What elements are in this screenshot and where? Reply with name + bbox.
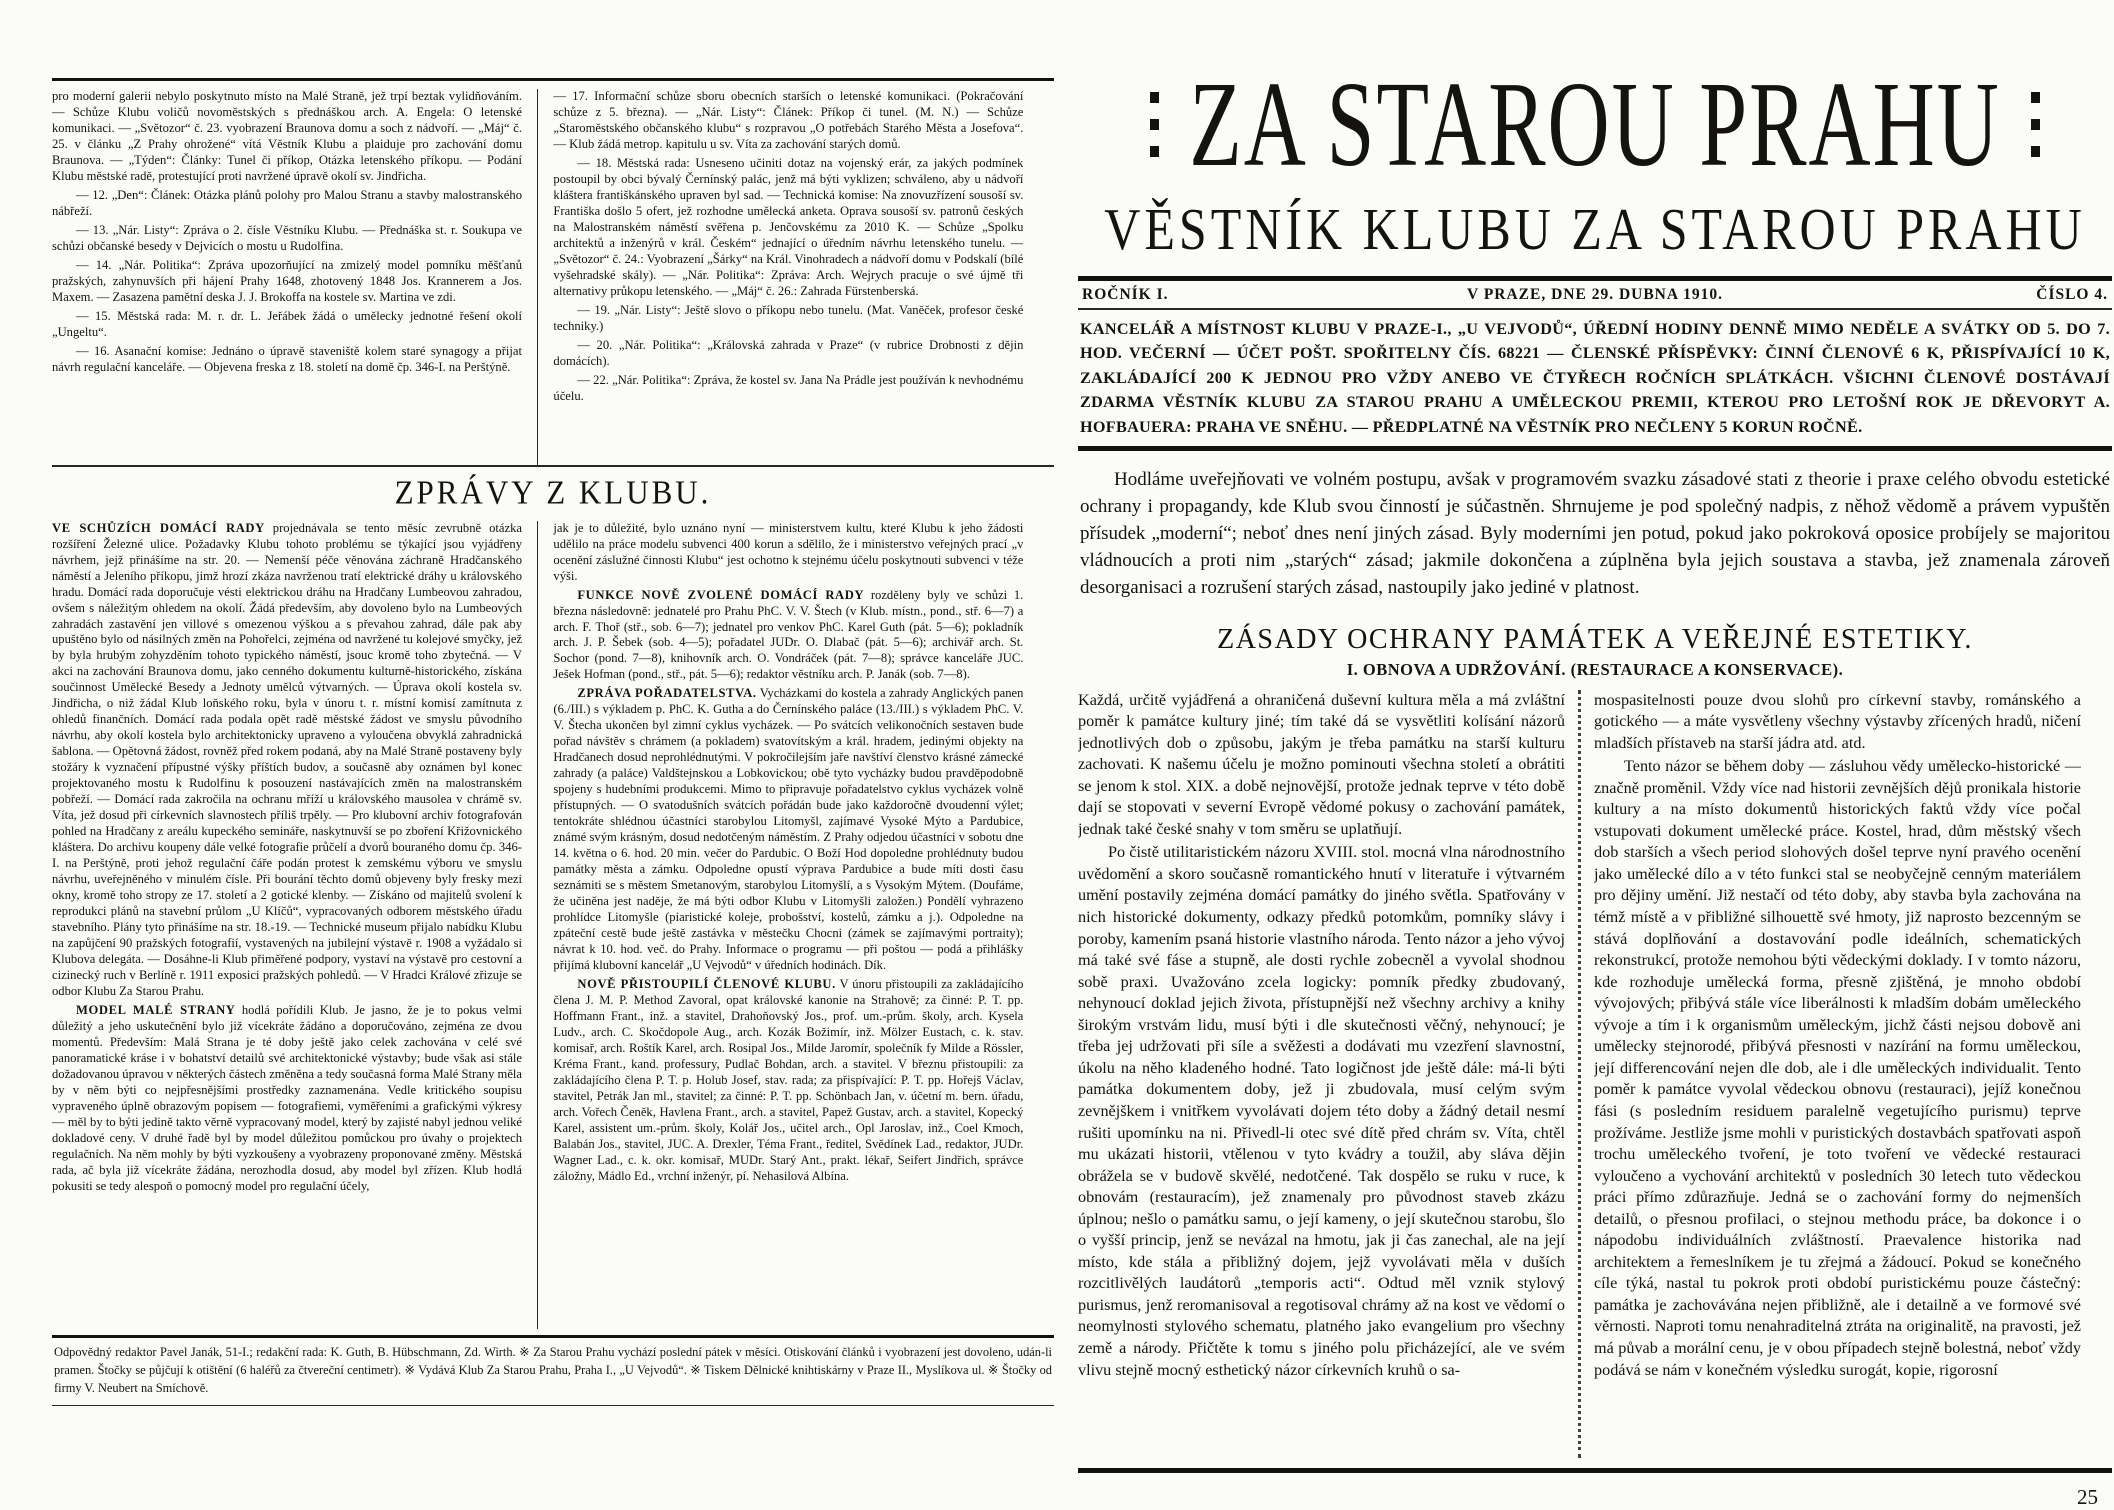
right-page [1078, 55, 2112, 1510]
paragraph-lead: MODEL MALÉ STRANY [76, 1003, 236, 1018]
paragraph-lead: NOVĚ PŘISTOUPILÍ ČLENOVÉ KLUBU. [577, 977, 836, 992]
article-column-1 [1078, 690, 1565, 1458]
paragraph [52, 258, 522, 306]
left-top-column-2 [553, 89, 1023, 465]
section-heading: ZPRÁVY Z KLUBU. [394, 473, 712, 511]
paragraph [553, 686, 1023, 974]
paragraph-text: Každá, určitě vyjádřená a ohraničená duševní kultura měla a má zvláštní poměr k památce kultury jiné; tím také dá se vysvětliti kolísání názorů jednotlivých dob o způsobu, jakým je třeba památku na starší kulturu zachovati. K našemu účelu je možno pominouti všechna století a obrátiti se jenom k stol. XIX. a době nejnovější, protože jednak teprve v této době dají se stopovati v severní Evropě vědomé pokusy o zachování památek, jednak také české snahy v tom směru se uplatňují. [1078, 690, 1565, 838]
paragraph [553, 303, 1023, 335]
paragraph [52, 521, 522, 1001]
paragraph [553, 977, 1023, 1185]
paragraph-text: Tento názor se během doby — zásluhou vědy umělecko-historické — značně proměnil. Vždy více nad historii zevnějších dějů pronikala historie kultury a na místo dokumentů historických faktů vždy více počal vstupovati dokument umělecké práce. Kostel, hrad, dům městský všech dob starších a všech period slohových došel teprve nyní pravého ocenění jako umělecké dílo a v této funkci stal se neobyčejně cenným materiálem pro dějiny umění. Již nestačí od této doby, aby stavba byla zachována na témž místě a v přibližné silhouettě své hmoty, již naprosto bezcenným se stává doplňování a dostavování podle ideálních, schematických rekonstrukcí, protože nemohou býti vědeckými doklady. I v tomto názoru, kde rozhoduje umělecká forma, přesně zjištěná, je mnoho období vývojových; přibývá stále více liberálnosti k mladším dobám uměleckého vývoje a tím i k organismům uměleckým, jichž části nejsou dobově ani umělecky stejnorodé, přibývá přesnosti v nazírání na formu uměleckou, její differencování nejen dle dob, ale i dle uměleckých individualit. Tento poměr k památce vyvolal vědeckou obnovu (restauraci), jejíž konečnou fási (s posledním residuem paralelně vegetujícího purismu) teprve prožíváme. Jestliže jsme mohli v puristických dostavbách spatřovati aspoň trochu uměleckého tvoření, je toto tvoření ve vědecké restauraci vyloučeno a vychování architektů v posledních 30 letech tuto vědeckou práci přímo zdůrazňuje. Jedná se o zachování formy do nejmenších detailů, o přesnou profilaci, o stejnou methodu práce, ba dokonce i o nápodobu individuálních zvláštností. Praevalence historika nad architektem a řemeslníkem je tu zřejmá a žádoucí. Pokud se konečného cíle týká, nastal tu pokrok proti období puristickému pouze částečný: památka je zachovávána nejen přibližně, ale i detailně a ve formové své věrnosti. Naproti tomu nenahraditelná ztráta na originalitě, na pravosti, jež má půvab a morální cenu, je v obou případech stejně bolestná, neboť vždy podává se nám v konečném výsledku surogát, kopie, rigorosní [1594, 757, 2081, 1379]
paragraph [553, 521, 1023, 585]
dotted-column-divider [1578, 690, 1581, 1458]
club-notice: KANCELÁŘ A MÍSTNOST KLUBU V PRAZE-I., „U VEJVODŮ“, ÚŘEDNÍ HODINY DENNĚ MIMO NEDĚLE A SVÁTKY OD 5. DO 7. HOD. VEČERNÍ — ÚČET POŠT. SPOŘITELNY ČÍS. 68221 — ČLENSKÉ PŘÍSPĚVKY: ČINNÍ ČLENOVÉ 6 K, PŘISPÍVAJÍCÍ 10 K, ZAKLÁDAJÍCÍ 200 K JEDNOU PRO VŽDY ANEBO VE ČTYŘECH ROČNÍCH SPLÁTKÁCH. VŠICHNI ČLENOVÉ DOSTÁVAJÍ ZDARMA VĚSTNÍK KLUBU ZA STAROU PRAHU A UMĚLECKOU PREMII, KTEROU PRO LETOŠNÍ ROK JE DŘEVORYT A. HOFBAUERA: PRAHA VE SNĚHU. — PŘEDPLATNÉ NA VĚSTNÍK PRO NEČLENY 5 KORUN ROČNĚ. [1080, 319, 2110, 437]
paragraph [553, 156, 1023, 300]
page-number: 25 [2077, 1484, 2098, 1509]
editorial-intro: Hodláme uveřejňovati ve volném postupu, avšak v programovém svazku zásadové stati z theorie i praxe celého obvodu estetické ochrany i propagandy, kde Klub svou činností je súčastněn. Shrnujeme je pod společný nadpis, z něhož vědomě a právem vypuštěn přísudek „moderní“; neboť dnes není jiných zásad. Byly moderními jen potud, pokud jako pokroková oposice probíjely se majoritou vládnoucích a proti nim „starých“ zásad; jakmile dokončena a zúplněna byla jejich soustava a stavba, jež znamenala zároveň desorganisaci a rozrušení starých zásad, nastoupily jako jediné v platnost. [1080, 468, 2110, 598]
club-news-column-2 [553, 521, 1023, 1329]
paragraph-lead: FUNKCE NOVĚ ZVOLENÉ DOMÁCÍ RADY [577, 587, 865, 602]
paragraph-text: hodlá pořídili Klub. Je jasno, že je to pokus velmi důležitý a jeho uskutečnění bylo již vícekráte žádáno a doporučováno, zejména ze dvou momentů. Především: Malá Strana je té doby ještě jako celek zachována v celé své panoramatické kráse i v bohatství detailů své architektonické výstavby; bude však asi stále dožadovanou úpravou v některých částech změněna a tedy současná forma Malé Strany měla by v něm býti co nejpřesnějšími prostředky zaznamenána. Vedle kritického soupisu vypraveného úplně obrazovým popisem — fotografiemi, vyměřeními a grafickými výkresy — měl by to býti jedině takto věrně vypracovaný model, který by zajisté nabyl jednou veliké dokladové ceny. V druhé řadě byl by model důležitou pomůckou pro úvahy o projektech regulačních. Na něm mohly by býti vyzkoušeny a vyobrazeny proponované změny. Městská rada, ač byla již vícekráte žádána, nerozhodla dosud, aby model byl zřízen. Klub hodlá pokusiti se tedy alespoň o pomocný model pro regulační účely, [52, 1003, 522, 1193]
paragraph [52, 188, 522, 220]
issue-number: ČÍSLO 4. [2036, 286, 2108, 303]
paragraph-text: — 18. Městská rada: Usneseno učiniti dotaz na vojenský erár, za jakých podmínek postoupil by obci bývalý Černínský palác, jenž má býti vyklizen; schváleno, aby u nádvoří kláštera františkánského upraven byl sad. — Technická komise: Na znovuzřízení sousoší sv. Františka došlo 5 ofert, jež rozhodne umělecká anketa. Oprava sousoší sv. patronů českých na Malostranském náměstí svěřena p. Jenčovskému za 2010 K. — Schůze „Spolku architektů a inženýrů v král. Českém“ jednající o úředním návrhu letenského tunelu. — „Světozor“ č. 24.: Vyobrazení „Šárky“ na Král. Vinohradech a nádvoří domu v Podskalí (bílé vyšehradské skály). — „Nár. Politika“: Zpráva: Arch. Wejrych pracuje o své újmě tři alternativy průkopu letenského. — „Máj“ č. 26.: Zahrada Fürstenberská. [553, 155, 1024, 298]
column-divider [537, 89, 538, 465]
article-columns [1078, 690, 2112, 1458]
issue-date: V PRAZE, DNE 29. DUBNA 1910. [1467, 286, 1723, 303]
paragraph [1594, 690, 2081, 755]
masthead [1078, 55, 2112, 263]
issue-line [1078, 281, 2112, 308]
footer-bottom-rule [52, 1405, 1054, 1407]
article-title: ZÁSADY OCHRANY PAMÁTEK A VEŘEJNÉ ESTETIKY. [1217, 623, 1973, 655]
article-column-2 [1594, 690, 2081, 1458]
paragraph [52, 1003, 522, 1195]
club-news-column-1 [52, 521, 522, 1329]
masthead-left-dots-icon [1150, 92, 1159, 157]
left-page-top-rule [52, 78, 1054, 81]
paragraph [553, 588, 1023, 684]
paragraph-text: jak je to důležité, bylo uznáno nyní — ministerstvem kultu, které Klubu k jeho žádosti udělilo na práce modelu subvenci 400 korun a sdělilo, že i ministerstvo veřejných prací „v ocenění záslužné činnosti Klubu“ jest ochotno k stejnému účelu poskytnouti subvenci v téže výši. [553, 520, 1024, 583]
paragraph [1078, 690, 1565, 841]
paragraph-text: — 15. Městská rada: M. r. dr. L. Jeřábek žádá o umělecky jednotné řešení okolí „Ungeltu“. [52, 308, 522, 339]
paragraph [553, 373, 1023, 405]
paragraph-text: mospasitelnosti pouze dvou slohů pro církevní stavby, románského a gotického — a máte vysvětleny všechny výstavby zřícených hradů, ničení mladších přístaveb na starší jádra atd. atd. [1594, 690, 2081, 752]
column-divider [537, 521, 538, 1329]
paragraph-text: projednávala se tento měsíc zevrubně otázka rozšíření Železné ulice. Požadavky Klubu tohoto problému se týkající jsou vyjádřeny návrhem, jejž přinášíme na str. 20. — Nemenší péče věnována záchraně Hradčanského náměstí a Jeleního příkopu, jimž hrozí zkáza navrženou tratí elektrické dráhy u královského hradu. Domácí rada doporučuje vésti elektrickou dráhu na Hradčany Lumbeovou zahradou, ovšem s náležitým ohledem na okolí. Žádá především, aby dovoleno bylo na Lumbeových zahradách zastavění jen villové s omezenou výškou a s převahou zahrad, dále pak aby upuštěno bylo od násilných změn na Pohořelci, zejména od navržené tu kolejové smyčky, jež by byla hrubým zohyzděním tohoto typického náměstí, jsouc kromě toho zbytečná. — V akci na zachování Braunova domu, jako cenného dokumentu kulturně-historického, získána součinnost Umělecké Besedy a Jednoty umělců výtvarných. — Úprava okolí kostela sv. Jindřicha, o niž žádal Klub loňského roku, byla v únoru t. r. místní komisí zamítnuta z ohledů finančních. Domácí rada podala opět radě městské žádost ve smyslu původního návrhu, aby okolí kostela bylo architektonicky upraveno a vyloučena obvyklá zahradnická šablona. — Opětovná žádost, rovněž před rokem podaná, aby na Malé Straně postaveny byly stožáry k vyznačení přípustné výšky příštích budov, a současně aby oznámen byl konec projektovaného mostu k Rudolfinu k posouzení nastávajících změn na malostranském pobřeží. — Domácí rada zakročila na ochranu mříží u královského mausolea v chrámě sv. Víta, jež dosud při církevních slavnostech příliš trpěly. — Pro klubovní archiv fotografován pohled na Hradčany z areálu kupeckého semináře, naskytnuvší se po zboření Křižovnického kláštera. Do archivu koupeny dále velké fotografie průčelí a dvorů bouraného domu čp. 346-I. na Perštýně, proti jehož regulační čáře podán protest k zemskému výboru ve smyslu návrhu, uveřejněného v minulém čísle. Při bourání těchto domů objeveny byly fresky mezi okny, kromě toho stropy ze 17. století a 2 gotické klenby. — Získáno od majitelů svolení k reprodukci plánů na stavební průlom „U Klíčů“, vypracovaných odborem městského úřadu stavebního. Plány tyto přinášíme na str. 18.-19. — Technické museum přijalo nabídku Klubu na zapůjčení 90 pražských fotografií, vystavených na jubilejní výstavě r. 1908 a vyžádalo si Klubova delegáta. — Dosáhne-li Klub přiměřené podpory, vystaví na výstavě pro cestovní a cizinecký ruch v Berlíně r. 1911 exposici pražských pohledů. — V Hradci Králové zřizuje se odbor Klubu Za Starou Prahu. [52, 520, 522, 999]
left-top-column-1 [52, 89, 522, 465]
paragraph-text: rozděleny byly ve schůzi 1. března následovně: jednatelé pro Prahu PhC. V. V. Štech (v Klub. místn., pond., stř. 6—7) a arch. F. Thoř (stř., sob. 6—7); jednatel pro venkov PhC. Karel Guth (pát. 5—6); pokladník arch. J. P. Šebek (sob. 4—5); pořadatel JUDr. O. Dlabač (pát. 5—6); archivář arch. St. Sochor (pond. 7—8), knihovník arch. O. Vondráček (pát. 7—8); správce kanceláře JUC. Ješek Hofman (pond., stř., pát. 5—6); redaktor věstníku arch. P. Janák (sob. 7—8). [553, 587, 1024, 682]
journal-title: ZA STAROU PRAHU [1189, 55, 2001, 193]
paragraph-text: pro moderní galerii nebylo poskytnuto místo na Malé Straně, jež trpí beztak vylidňováním. — Schůze Klubu voličů novoměstských s přednáškou arch. A. Engela: O letenské komunikaci. — „Světozor“ č. 23. vyobrazení Braunova domu a soch z nádvoří. — „Máj“ č. 25. v článku „Z Prahy ohrožené“ vítá Věstník Klubu a plaiduje pro zachování domu Braunova. — „Týden“: Články: Tunel či příkop, Otázka letenského příkopu. — Podání Klubu městské radě, protestující proti navržené úpravě okolí sv. Jindřicha. [52, 89, 522, 183]
masthead-right-dots-icon [2031, 92, 2040, 157]
paragraph-text: — 14. „Nár. Politika“: Zpráva upozorňující na zmizelý model pomníku měšťanů pražských, zahynuvších při hájení Prahy 1648, zhotovený 1848 Jos. Krannerem a Jos. Maxem. — Zasazena pamětní deska J. J. Brokoffa na kostele sv. Martina ve zdi. [52, 257, 522, 304]
paragraph-text: — 16. Asanační komise: Jednáno o úpravě staveniště kolem staré synagogy a přijat návrh regulační kanceláře. — Objevena freska z 18. století na domě čp. 346-I. na Perštýně. [52, 343, 522, 374]
paragraph-text: — 13. „Nár. Listy“: Zpráva o 2. čísle Věstníku Klubu. — Přednáška st. r. Soukupa ve schůzi občanské besedy v Dejvicích o mostu u Rudolfina. [52, 222, 522, 253]
journal-subtitle: VĚSTNÍK KLUBU ZA STAROU PRAHU [1104, 195, 2086, 263]
paragraph-text: — 17. Informační schůze sboru obecních starších o letenské komunikaci. (Pokračování schůze z 5. března). — „Nár. Listy“: Článek: Příkop či tunel. (M. N.) — Schůze „Staroměstského občanského klubu“ s rozpravou „O potřebách Starého Města a Josefova“. — Klub žádá metrop. kapitulu u sv. Víta za zachování starých domů. [553, 89, 1024, 151]
club-news-section [52, 521, 1054, 1329]
paragraph-text: V únoru přistoupili za zakládajícího člena J. M. P. Method Zavoral, opat královské kanonie na Strahově; za činné: P. T. pp. Hoffmann Frant., inž. a stavitel, Drahoňovský Jos., prof. um.-prům. školy, arch. Kysela Ludv., arch. C. Skočdopole Aug., arch. Kozák Božimír, inž. Mölzer Eustach, c. k. stav. komisař, arch. Roštík Karel, arch. Rosipal Jos., Milde Jaromír, společník fy Milde a Rössler, Kréma Frant., kand. professury, Pudlač Bohdan, arch. a stavitel. V březnu přistoupili: za zakládajícího člena P. T. p. Holub Josef, stav. rada; za přispívající: P. T. pp. Hořejš Václav, stavitel, Petrák Jan ml., stavitel; za činné: P. T. pp. Schönbach Jan, v. účetní m. bern. úřadu, arch. Vořech Čeněk, Havlena Frant., arch. a stavitel, Papež Gustav, arch. a stavitel, Kopecký Karel, assistent um.-prům. školy, Kolář Jos., učitel arch., Opl Jaroslav, inž., Coel Kmoch, Balabán Jos., stavitel, JUC. A. Drexler, Téma Frant., ředitel, Svědínek Lad., redaktor, JUDr. Wagner Lad., c. k. okr. komisař, MUDr. Starý Ant., prakt. lékař, Seifert Jindřich, správce záložny, Mádlo Ed., vrchní inženýr, pí. Nehasilová Albína. [553, 977, 1024, 1183]
paragraph [52, 223, 522, 255]
volume-label: ROČNÍK I. [1082, 286, 1169, 303]
paragraph [1078, 842, 1565, 1381]
paragraph [553, 338, 1023, 370]
paragraph [52, 344, 522, 376]
paragraph-text: — 20. „Nár. Politika“: „Královská zahrada v Praze“ (v rubrice Drobnosti z dějin domácích). [553, 337, 1024, 368]
paragraph-text: Po čistě utilitaristickém názoru XVIII. stol. mocná vlna národnostního uvědomění a skoro současně romantického hnutí v literatuře i výtvarném umění postavily zejména domácí památky do jiného světla. Spatřovány v nich historické dokumenty, odkazy předků potomkům, pomníky slávy i poroby, kamením psaná historie vlastního národa. Tento názor a jeho vývoj má také své fáse a stupně, ale dosti rychle zobecněl a vyvolal shodnou sobě praxi. Uvažováno zcela logicky: pomník předky zbudovaný, nehynoucí doklad jejich života, přístupnější než všechny archivy a knihy širokým vrstvám lidu, musí býti i dle skutečnosti věčný, nehynoucí; je třeba jej udržovati při síle a svěžesti a dodávati mu vzezření slavnostní, úkolu na něho kladeného hodné. Tato logičnost jde ještě dále: má-li býti památka dokumentem doby, jež ji zbudovala, musí celým svým zevnějškem i vnitřkem vyvolávati dojem této doby a žádný detail nesmí rušiti upomínku na ni. Přivedl-li otec své dítě před chrám sv. Víta, chtěl mu ukázati historii, vtělenou v tyto kvádry a toužil, aby sláva dějin obrážela se v budově skvělé, nedotčené. Tak dospělo se ruku v ruce, k obnovám (restauracím), jež znamenaly pro původnost staveb zkázu úplnou; nešlo o památku samu, o její kameny, o její skutečnou starobu, šlo o vyšší princip, jenž se nevázal na hmotu, jak ji čas zanechal, ale na její místo, kde stála a přibližný dojem, jejž vyvolávati měla v duších rozcitlivělých laudátorů „temporis acti“. Odtud měl vznik stylový purismus, jenž reromanisoval a regotisoval chrámy až na kost ve vědomí o neomylnosti stylového schematu, platného jako evangelium pro všechny země a národy. Přičtěte k tomu s jiného polu přicházející, ale ve svém vlivu stejně mocný esthetický názor církevních kruhů o sa- [1078, 843, 1565, 1379]
paragraph [52, 89, 522, 185]
paragraph-lead: VE SCHŮZÍCH DOMÁCÍ RADY [52, 520, 265, 535]
paragraph-text: — 19. „Nár. Listy“: Ještě slovo o příkopu nebo tunelu. (Mat. Vaněček, profesor české techniky.) [553, 302, 1024, 333]
paragraph [52, 309, 522, 341]
left-top-section [52, 89, 1054, 465]
article-subtitle: I. OBNOVA A UDRŽOVÁNÍ. (RESTAURACE A KONSERVACE). [1346, 659, 1844, 679]
paragraph-text: Vycházkami do kostela a zahrady Anglických panen (6./III.) s výkladem p. PhC. K. Gutha a do Černínského paláce (13./III.) s výkladem PhC. V. V. Štecha ukončen byl zimní cyklus vycházek. — Po svátcích velikonočních sestaven bude pořad návštěv s chrámem (a pokladem) svatovítským a král. hradem, jedinými objekty na Hradčanech dosud neprohlédnutými. V pokročilejším jaře navštíví členstvo krásné zámecké zahrady (a paláce) Valdštejnskou a Lobkovickou; obě tyto vycházky budou pravděpodobně spojeny s hudebními produkcemi. Mimo to připravuje pořadatelstvo cyklus vycházek volně přístupných. — O svatodušních svátcích pořádán bude jako každoročně dvoudenní výlet; tentokráte shlédnou účastníci starobylou Litomyšl, zajímavé Vysoké Mýto a Pardubice, známé svým krásným, dosud nedotčeným náměstím. Z Prahy odjedou účastníci v sobotu dne 14. května o 6. hod. 20 min. večer do Pardubic. O Boží Hod dopoledne prohlédnuty budou památky města a zámku. Odpoledne opustí výprava Pardubice a bude míti dosti času seznámiti se s městem Smetanovým, starobylou Litomyšlí, a s Vysokým Mýtem. (Doufáme, že učiněna jest naděje, že má býti odbor Klubu v Litomyšli založen.) Pondělí vyhrazeno prohlídce Litomyšle (piaristické koleje, probošství, kostelů, zámku a j.). Odpoledne na zpáteční cestě bude ještě zastávka v městečku Chocni (zámek se zajímavými portraity); návrat k 10. hod. več. do Prahy. Informace o programu — při poštou — podá a přihlášky přijímá klubovní kancelář „U Vejvodů“ v úředních hodinách. Dík. [553, 686, 1024, 973]
paragraph-text: — 12. „Den“: Článek: Otázka plánů polohy pro Malou Stranu a stavby malostranského nábřeží. [52, 187, 522, 218]
left-page [52, 78, 1054, 1406]
paragraph [1594, 756, 2081, 1381]
imprint-footer: Odpovědný redaktor Pavel Janák, 51-I.; redakční rada: K. Guth, B. Hübschmann, Zd. Wirth. ※ Za Starou Prahu vychází poslední pátek v měsíci. Otiskování článků i vyobrazení jest dovoleno, udán-li pramen. Štočky se půjčují k otištění (6 haléřů za čtvereční centimetr). ※ Vydává Klub Za Starou Prahu, Praha I., „U Vejvodů“. ※ Tiskem Dělnické knihtiskárny v Praze II., Myslíkova ul. ※ Štočky od firmy V. Neubert na Smíchově. [54, 1344, 1052, 1395]
paragraph-text: — 22. „Nár. Politika“: Zpráva, že kostel sv. Jana Na Prádle jest používán k nevhodnému účelu. [553, 372, 1024, 403]
paragraph [553, 89, 1023, 153]
paragraph-lead: ZPRÁVA POŘADATELSTVA. [577, 686, 757, 701]
